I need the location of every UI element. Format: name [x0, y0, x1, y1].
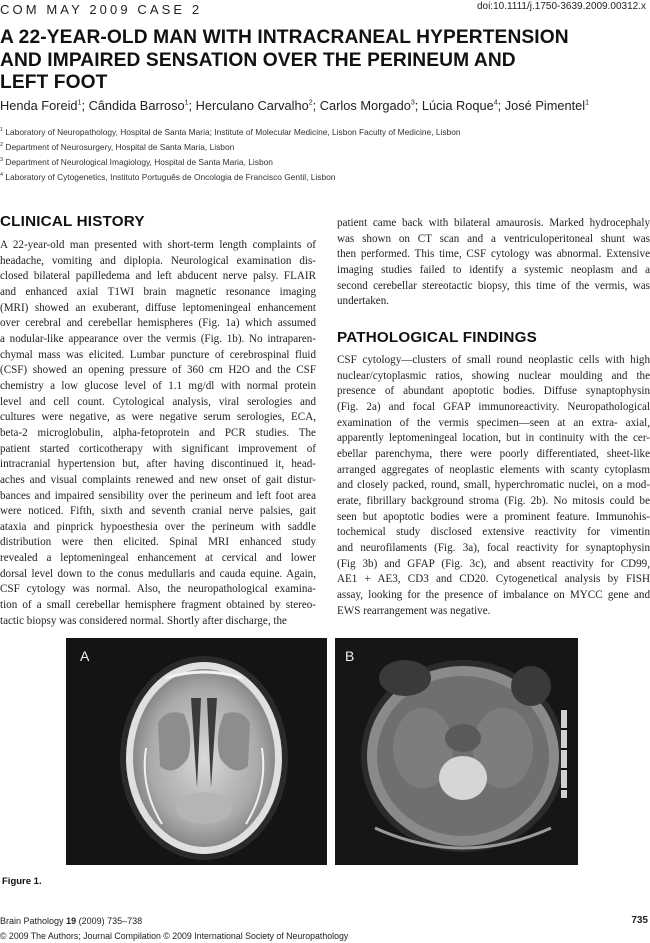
clinical-history-body — [0, 238, 316, 629]
text-line: patient came back with bilateral amaurosis. Marked hydrocephaly — [337, 217, 650, 229]
text-line: second cerebellar stereotactic biopsy, this time of the vermis, was — [337, 279, 650, 292]
page-number: 735 — [631, 915, 648, 926]
affiliation-number: 2 — [0, 142, 4, 149]
text-line: tactic biopsy was considered normal. Shortly after discharge, the — [0, 614, 287, 627]
text-line: beta-2 microglobulin, alpha-fetoprotein and PCR studies. The — [0, 426, 316, 439]
pathological-findings-body — [337, 353, 650, 619]
text-line: presence of abundant apoptotic bodies. Diffuse synaptophysin — [337, 385, 650, 398]
text-line: (Fig. 2a) and focal GFAP immunoreactivity. Neuropathological — [337, 400, 650, 413]
copyright-notice: © 2009 The Authors; Journal Compilation © 2009 International Society of Neuropathology — [0, 931, 349, 941]
text-line: ataxia and pinprick hypoesthesia over the perineum with saddle — [0, 520, 316, 533]
text-line: intracranial hypertension but, after having discontinued it, head- — [0, 458, 316, 471]
author-affiliation-ref: 3 — [410, 99, 415, 107]
text-line: undertaken. — [337, 295, 390, 308]
figure-panel-label: B — [345, 648, 355, 664]
affiliation — [0, 142, 234, 152]
text-line: bances and impaired sensibility over the perineum and left foot area — [0, 489, 316, 502]
author-name: Henda Foreid — [0, 98, 78, 113]
text-line: CSF cytology—clusters of small round neoplastic cells with high — [337, 354, 650, 366]
author-name: Carlos Morgado — [319, 98, 411, 113]
journal-name: Brain Pathology — [0, 916, 64, 926]
text-line: was shown on CT scan and a ventriculoperitoneal shunt was — [337, 232, 650, 245]
text-line: chemistry a low glucose level of 1.1 mg/dl with normal protein — [0, 379, 316, 392]
text-line: A 22-year-old man presented with short-term length complaints of — [0, 239, 316, 251]
text-line: ebellar parenchyma, there were poorly differentiated, sheet-like — [337, 447, 650, 460]
text-line: (MRI) showed an exuberant, diffuse leptomeningeal enhancement — [0, 301, 316, 314]
author-name: Cândida Barroso — [88, 98, 185, 113]
text-line: chymal mass was elicited. Lumbar puncture of cerebrospinal fluid — [0, 348, 316, 361]
text-line: revealed a leptomeningeal enhancement at cervical and lower — [0, 552, 316, 565]
text-line: headache, vomiting and diplopia. Neurological examination dis- — [0, 254, 316, 267]
text-line: aches and visual complaints renewed and new onset of gait distur- — [0, 473, 316, 486]
author-name: José Pimentel — [504, 98, 586, 113]
text-line: then performed. This time, CSF cytology was abnormal. Extensive — [337, 248, 650, 261]
text-line: arranged aggregates of neoplastic elements with scanty cytoplasm — [337, 463, 650, 476]
text-line: patient started corticotherapy with significant improvement of — [0, 442, 316, 455]
text-line: seen but apoptotic bodies were a prominent feature. Immunohis- — [337, 510, 650, 523]
text-line: cultures were negative, as were negative serum serologies, ECA, — [0, 411, 316, 424]
author-name: Herculano Carvalho — [195, 98, 309, 113]
text-line: and closely packed, round, small, hyperchromatic nuclei, on a mod- — [337, 479, 650, 492]
footer-journal-citation — [0, 916, 142, 926]
text-line: were noticed. Fifth, sixth and seventh cranial nerve palsies, gait — [0, 505, 316, 518]
author-affiliation-ref: 1 — [184, 99, 189, 107]
text-line: a nodular-like appearance over the vermis (Fig. 1b). No intraparen- — [0, 332, 316, 345]
affiliation-number: 3 — [0, 157, 4, 164]
clinical-history-continued — [337, 216, 650, 310]
figure-panel-a — [66, 638, 327, 865]
affiliation-text: Department of Neurological Imagiology, Hospital de Santa Maria, Lisbon — [5, 157, 273, 167]
text-line: CSF cytology was normal. Also, the neuropathological examina- — [0, 583, 316, 596]
title-line: LEFT FOOT — [0, 72, 108, 93]
text-line: distribution were then elicited. Spinal MRI enhanced study — [0, 536, 316, 549]
figure-panel-b — [335, 638, 578, 865]
author-affiliation-ref: 2 — [308, 99, 313, 107]
text-line: and enhanced axial T1WI brain magnetic resonance imaging — [0, 285, 316, 298]
text-line: AE1 + AE3, CD3 and CD20. Cytogenetical analysis by FISH — [337, 573, 650, 586]
text-line: imaging studies failed to identify a systemic neoplasm and a — [337, 263, 650, 276]
mri-axial-brain-icon — [66, 638, 327, 865]
affiliation-text: Laboratory of Neuropathology, Hospital de Santa Maria; Institute of Molecular Medicine, Lisbon Faculty of Medicine, Lisbon — [5, 127, 461, 137]
author-affiliation-ref: 4 — [493, 99, 498, 107]
affiliation — [0, 157, 273, 167]
text-line: (Fig 3b) and GFAP (Fig. 3c), and absent reactivity for CD99, — [337, 557, 650, 570]
text-line: over cerebral and cerebellar hemispheres (Fig. 1a) which assumed — [0, 317, 316, 330]
issue-kicker: COM MAY 2009 CASE 2 — [0, 2, 203, 17]
text-line: erate, fibrillary background stroma (Fig. 2b). No mitosis could be — [337, 494, 650, 507]
affiliation — [0, 172, 335, 182]
affiliation-number: 4 — [0, 172, 4, 179]
affiliation — [0, 127, 461, 137]
author-list: Henda Foreid$^1$; Cândida Barroso$^1$; Herculano Carvalho$^2$; Carlos Morgado$^3$; Lúcia Roque$^4$; José Pimentel$^1$ — [0, 98, 590, 113]
title-line: A 22-YEAR-OLD MAN WITH INTRACRANEAL HYPERTENSION — [0, 27, 569, 48]
text-line: level and cell count. Cytological analysis, viral serologies and — [0, 395, 316, 408]
text-line: nuclear/cytoplasmic ratios, showing nuclear moulding and the — [337, 369, 650, 382]
affiliation-text: Laboratory of Cytogenetics, Instituto Português de Oncologia de Francisco Gentil, Lisbon — [5, 172, 336, 182]
text-line: (CSF) showed an opening pressure of 360 cm H2O and the CSF — [0, 364, 316, 377]
text-line: EWS rearrangement was negative. — [337, 604, 491, 617]
text-line: apparently leptomeningeal location, but in continuity with the cer- — [337, 432, 650, 445]
text-line: tion of a small cerebellar hemisphere fragment obtained by stereo- — [0, 599, 316, 612]
mri-axial-posterior-fossa-icon — [335, 638, 578, 865]
text-line: and neurofilaments (Fig. 3a), focal reactivity for synaptophysin — [337, 541, 650, 554]
author-name: Lúcia Roque — [421, 98, 494, 113]
figure-caption: Figure 1. — [2, 876, 42, 887]
affiliation-text: Department of Neurosurgery, Hospital de Santa Maria, Lisbon — [5, 142, 235, 152]
doi-link[interactable]: doi:10.1111/j.1750-3639.2009.00312.x — [476, 1, 646, 12]
article-title — [0, 27, 648, 95]
text-line: dorsal level down to the conus medullaris and cauda equine. Again, — [0, 567, 316, 580]
text-line: examination of the vermis specimen—seen at an extra- axial, — [337, 416, 650, 429]
text-line: closed bilateral papilledema and left abducent nerve palsy. FLAIR — [0, 270, 316, 283]
author-affiliation-ref: 1 — [585, 99, 590, 107]
section-heading-pathological-findings: PATHOLOGICAL FINDINGS — [337, 329, 537, 346]
title-line: AND IMPAIRED SENSATION OVER THE PERINEUM AND — [0, 49, 516, 71]
section-heading-clinical-history: CLINICAL HISTORY — [0, 213, 145, 230]
figure-panel-label: A — [80, 648, 90, 664]
journal-year-pages: (2009) 735–738 — [78, 916, 143, 926]
text-line: assay, looking for the presence of imbalance on MYCC gene and — [337, 588, 650, 601]
affiliation-number: 1 — [0, 127, 4, 134]
journal-volume: 19 — [66, 916, 77, 926]
text-line: tochemical study disclosed extensive reactivity for vimentin — [337, 526, 650, 539]
author-affiliation-ref: 1 — [77, 99, 82, 107]
